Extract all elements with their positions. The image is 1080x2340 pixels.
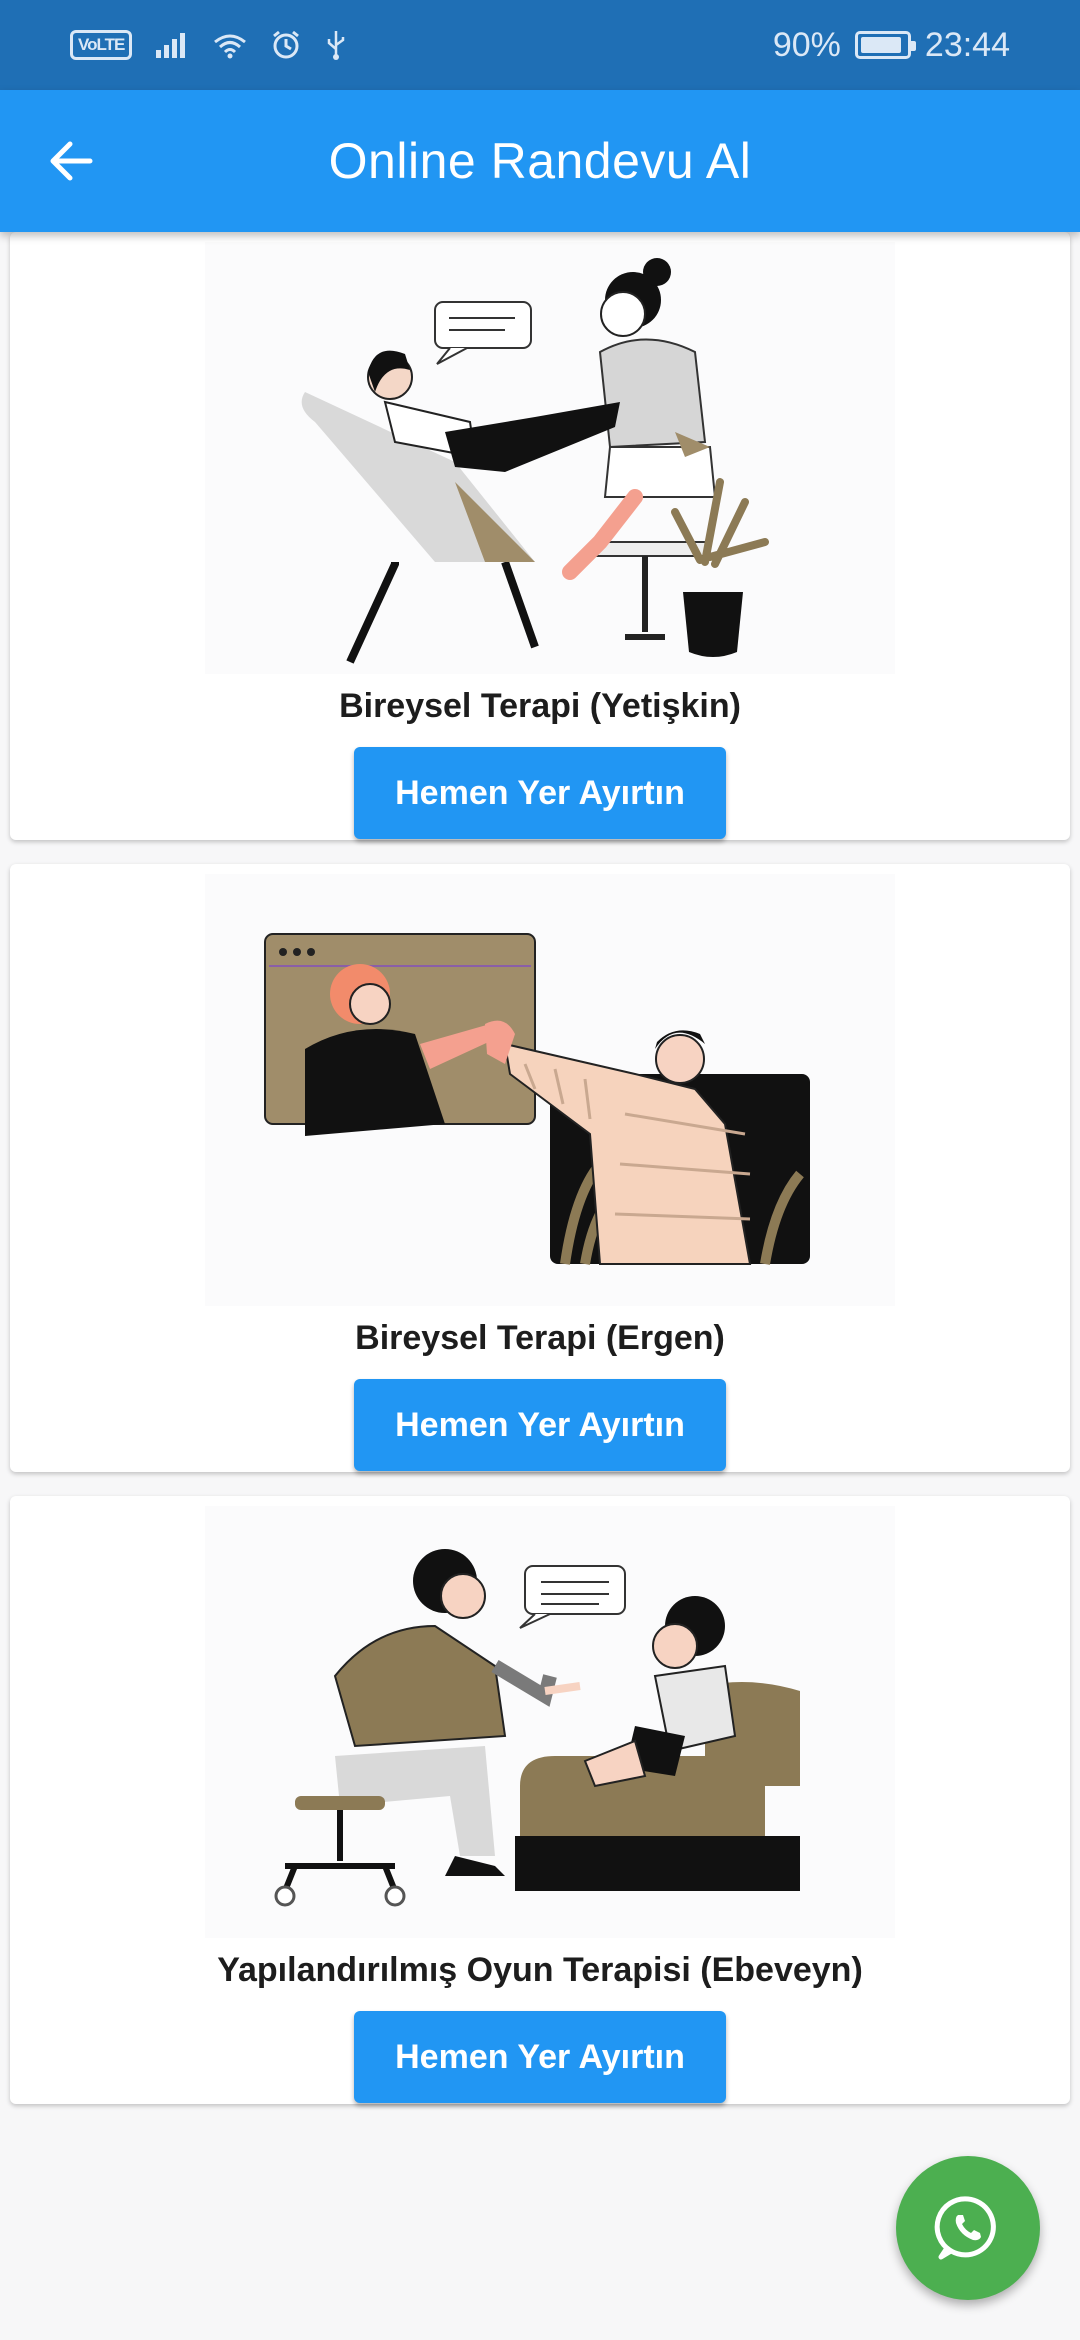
book-now-button[interactable]: Hemen Yer Ayırtın [354, 1379, 726, 1471]
volte-badge: VoLTE [70, 30, 132, 60]
clock: 23:44 [924, 25, 1010, 64]
back-button[interactable] [36, 126, 106, 196]
adult-therapy-illustration [205, 242, 895, 674]
status-bar [0, 0, 1080, 90]
signal-icon [154, 30, 190, 60]
wifi-icon [212, 30, 248, 60]
therapy-card [10, 232, 1070, 840]
therapy-card [10, 1496, 1070, 2104]
battery-level [861, 37, 901, 53]
page-title: Online Randevu Al [328, 133, 752, 189]
battery-percentage: 90% [772, 25, 841, 64]
app-bar [0, 90, 1080, 232]
battery-icon [855, 31, 911, 59]
arrow-left-icon [48, 138, 94, 184]
therapy-title: Yapılandırılmış Oyun Terapisi (Ebeveyn) [217, 1951, 863, 1989]
whatsapp-icon [933, 2193, 1003, 2263]
alarm-icon [270, 29, 302, 61]
therapy-title: Bireysel Terapi (Ergen) [355, 1319, 725, 1357]
book-now-button[interactable]: Hemen Yer Ayırtın [354, 2011, 726, 2103]
play-therapy-illustration [205, 1506, 895, 1938]
status-icons-left [70, 29, 348, 61]
therapy-title: Bireysel Terapi (Yetişkin) [339, 687, 741, 725]
therapy-card [10, 864, 1070, 1472]
book-now-button[interactable]: Hemen Yer Ayırtın [354, 747, 726, 839]
whatsapp-button[interactable] [896, 2156, 1040, 2300]
teen-therapy-illustration [205, 874, 895, 1306]
status-icons-right [773, 26, 1010, 65]
usb-icon [324, 29, 348, 61]
